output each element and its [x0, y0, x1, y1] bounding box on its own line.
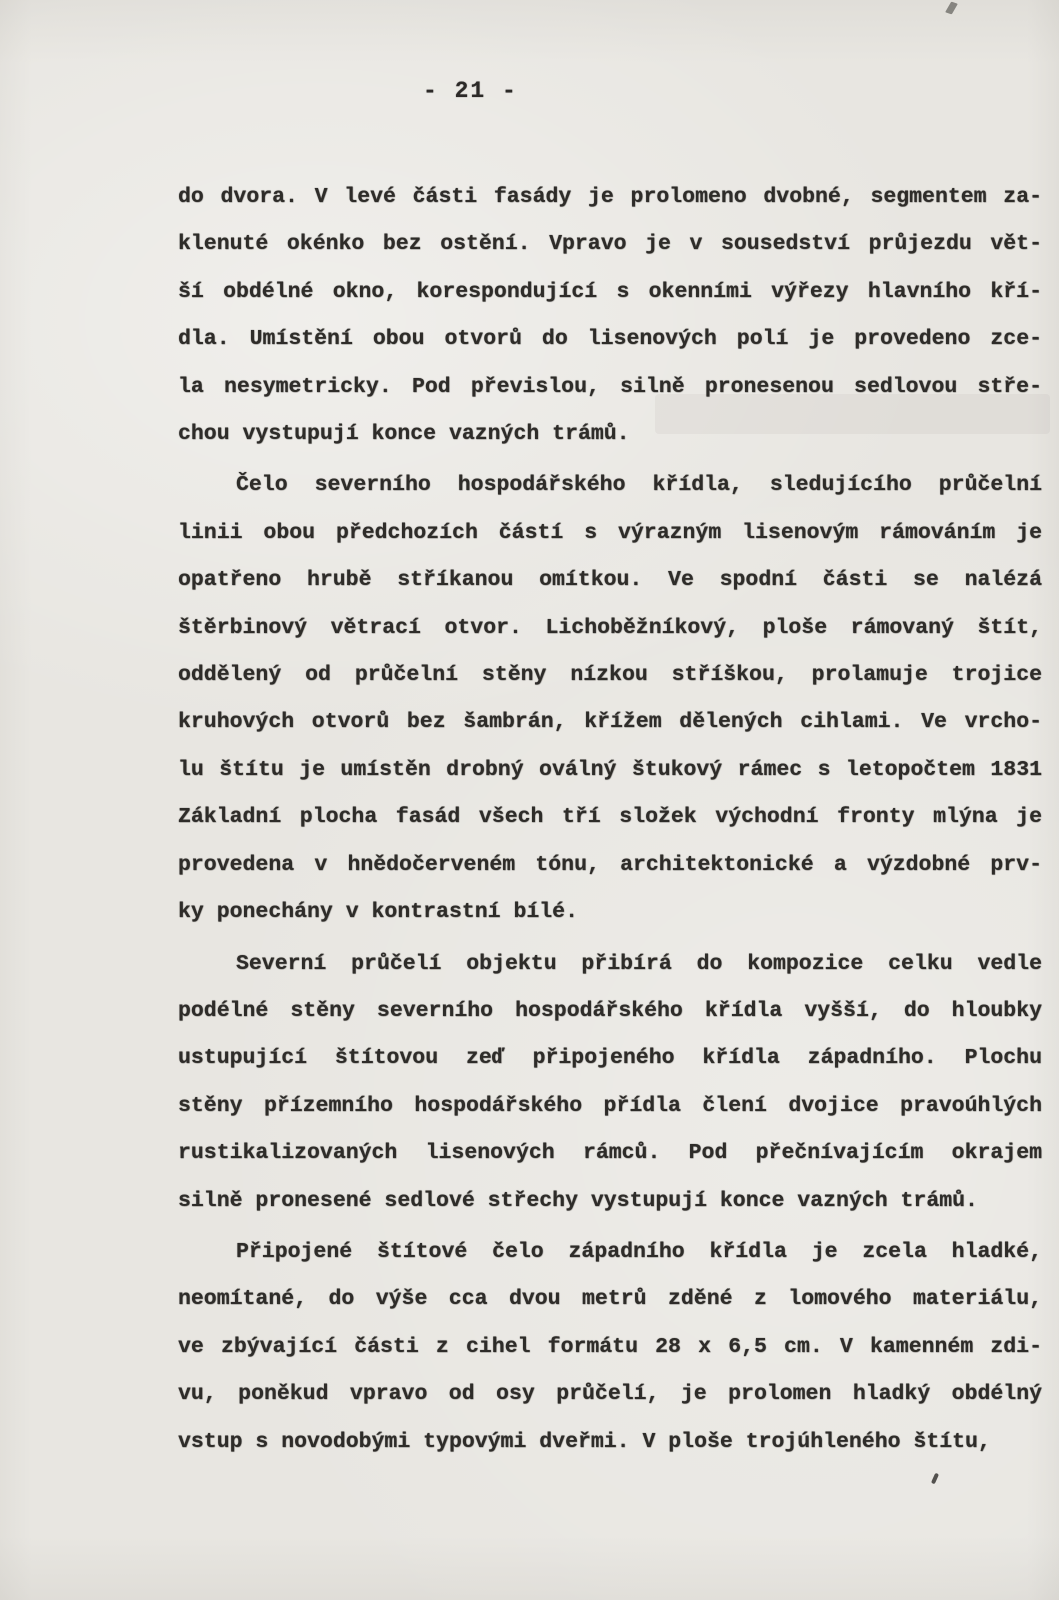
- text-line: Připojené štítové čelo západního křídla je zcela hladké,: [236, 1239, 1042, 1264]
- text-line: rustikalizovaných lisenových rámců. Pod přečnívajícím okrajem: [178, 1141, 1042, 1166]
- text-line: vu, poněkud vpravo od osy průčelí, je prolomen hladký obdélný: [178, 1382, 1042, 1407]
- text-line: opatřeno hrubě stříkanou omítkou. Ve spodní části se nalézá: [178, 568, 1042, 593]
- text-line: ky ponechány v kontrastní bílé.: [178, 900, 578, 925]
- scan-speck-icon: [931, 1473, 939, 1485]
- text-line: Severní průčelí objektu přibírá do kompozice celku vedle: [236, 951, 1042, 976]
- scan-speck-icon: [945, 2, 958, 15]
- text-line: do dvora. V levé části fasády je prolomeno dvobné, segmentem za-: [178, 185, 1042, 209]
- text-line: Čelo severního hospodářského křídla, sledujícího průčelní: [236, 473, 1042, 498]
- text-line: oddělený od průčelní stěny nízkou stříškou, prolamuje trojice: [178, 663, 1042, 688]
- page-number: - 21 -: [423, 78, 518, 104]
- text-line: podélné stěny severního hospodářského křídla vyšší, do hloubky: [178, 998, 1042, 1023]
- text-line: Základní plocha fasád všech tří složek východní fronty mlýna je: [178, 805, 1042, 830]
- text-line: ší obdélné okno, korespondující s okenními výřezy hlavního kří-: [178, 279, 1042, 304]
- text-line: ustupující štítovou zeď připojeného křídla západního. Plochu: [178, 1046, 1042, 1071]
- text-line: dla. Umístění obou otvorů do lisenových polí je provedeno zce-: [178, 327, 1042, 352]
- text-line: chou vystupují konce vazných trámů.: [178, 422, 630, 447]
- text-line: ve zbývající části z cihel formátu 28 x 6,5 cm. V kamenném zdi-: [178, 1334, 1042, 1359]
- text-line: linii obou předchozích částí s výrazným lisenovým rámováním je: [178, 520, 1042, 545]
- document-body: [178, 174, 1042, 1470]
- paragraph: [178, 462, 1042, 936]
- text-line: neomítané, do výše cca dvou metrů zděné z lomového materiálu,: [178, 1287, 1042, 1312]
- text-line: provedena v hnědočerveném tónu, architektonické a výzdobné prv-: [178, 852, 1042, 877]
- text-line: silně pronesené sedlové střechy vystupují konce vazných trámů.: [178, 1188, 978, 1213]
- text-line: štěrbinový větrací otvor. Lichoběžníkový, ploše rámovaný štít,: [178, 615, 1042, 640]
- paragraph: [178, 941, 1042, 1225]
- text-line: la nesymetricky. Pod převislou, silně pronesenou sedlovou stře-: [178, 374, 1042, 399]
- text-line: kruhových otvorů bez šambrán, křížem dělených cihlami. Ve vrcho-: [178, 710, 1042, 735]
- text-line: klenuté okénko bez ostění. Vpravo je v sousedství průjezdu vět-: [178, 232, 1042, 257]
- text-line: vstup s novodobými typovými dveřmi. V ploše trojúhleného štítu,: [178, 1429, 991, 1454]
- text-line: stěny přízemního hospodářského přídla člení dvojice pravoúhlých: [178, 1093, 1042, 1118]
- paragraph: [178, 1229, 1042, 1466]
- text-line: lu štítu je umístěn drobný oválný štukový rámec s letopočtem 1831: [178, 757, 1042, 782]
- paragraph: [178, 174, 1042, 458]
